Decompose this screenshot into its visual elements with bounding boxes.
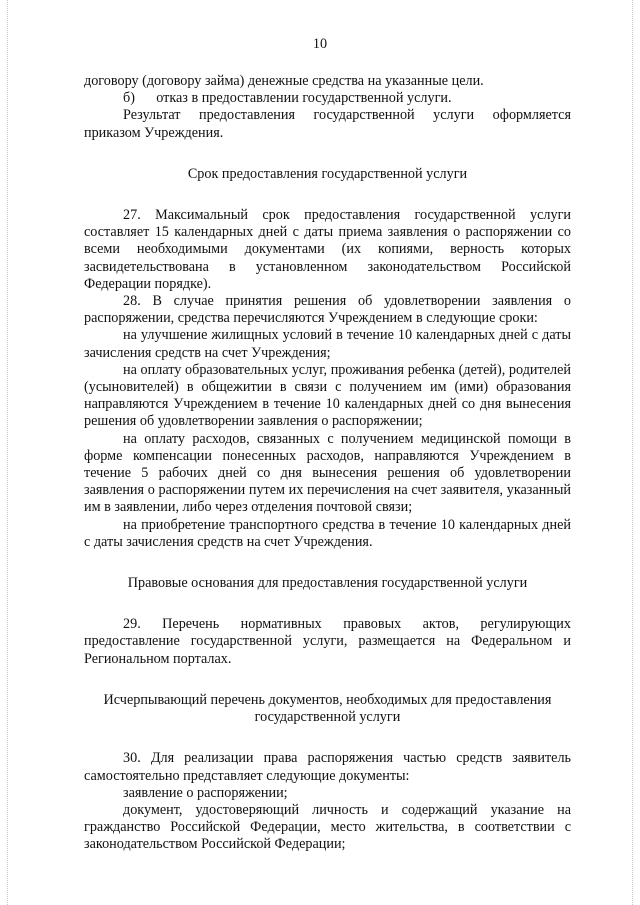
paragraph-28: 28. В случае принятия решения об удовлетворении заявления о распоряжении, средства перечисляются Учреждением в следующие сроки: (84, 293, 571, 327)
right-page-edge (632, 0, 634, 905)
paragraph-29: 29. Перечень нормативных правовых актов, регулирующих предоставление государственной услуги, размещается на Федеральном и Региональном порталах. (84, 616, 571, 667)
paragraph-medical: на оплату расходов, связанных с получением медицинской помощи в форме компенсации понесенных расходов, направляются Учреждением в течение 5 рабочих дней со дня вынесения решения об удовлетворении заявления о распоряжении путем их перечисления на счет заявителя, указанный им в заявлении, либо через отделения почтовой связи; (84, 430, 571, 516)
paragraph-education: на оплату образовательных услуг, проживания ребенка (детей), родителей (усыновителей) в общежитии в связи с получением им (ими) образования направляются Учреждением в течение 10 календарных дней со дня вынесения решения об удовлетворении заявления о распоряжении; (84, 361, 571, 430)
paragraph-housing: на улучшение жилищных условий в течение 10 календарных дней с даты зачисления средств на счет Учреждения; (84, 327, 571, 361)
paragraph-27: 27. Максимальный срок предоставления государственной услуги составляет 15 календарных дней с даты приема заявления о распоряжении со всеми необходимыми документами (их копиями, верность которых засвидетельствована в установленном законодательством Российской Федерации порядке). (84, 207, 571, 292)
paragraph-identity-document: документ, удостоверяющий личность и содержащий указание на гражданство Российской Федерации, место жительства, в соответствии с законодательством Российской Федерации; (84, 801, 571, 853)
paragraph-application: заявление о распоряжении; (123, 784, 288, 801)
section-heading-legal: Правовые основания для предоставления государственной услуги (127, 575, 528, 592)
section-heading-documents: Исчерпывающий перечень документов, необходимых для предоставления государственной услуги (103, 691, 552, 726)
paragraph-30: 30. Для реализации права распоряжения частью средств заявитель самостоятельно представляет следующие документы: (84, 750, 571, 784)
left-page-edge (7, 0, 9, 905)
paragraph-vehicle: на приобретение транспортного средства в течение 10 календарных дней с даты зачисления средств на счет Учреждения. (84, 516, 571, 550)
document-body (84, 73, 571, 854)
paragraph-result: Результат предоставления государственной услуги оформляется приказом Учреждения. (84, 107, 571, 141)
page-number: 10 (312, 36, 328, 52)
paragraph-continuation: договору (договору займа) денежные средства на указанные цели. (84, 73, 484, 89)
section-heading-term: Срок предоставления государственной услуги (187, 165, 468, 182)
paragraph-refusal: б) отказ в предоставлении государственной услуги. (123, 90, 452, 107)
